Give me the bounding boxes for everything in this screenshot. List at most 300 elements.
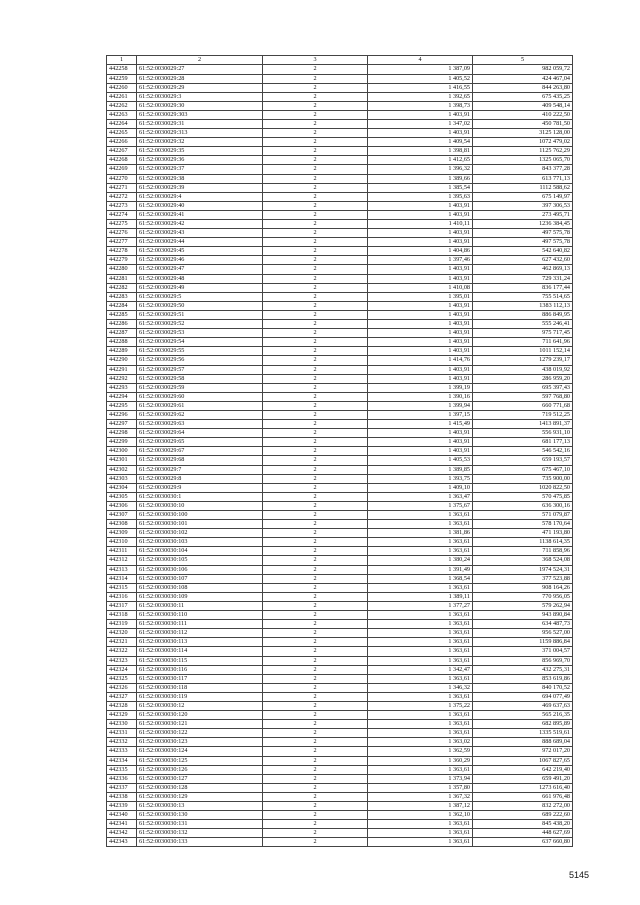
area-value-cell: 1 375,22 bbox=[368, 701, 473, 710]
table-row bbox=[107, 547, 573, 556]
cadastral-value-cell: 469 637,63 bbox=[473, 701, 573, 710]
table-row bbox=[107, 183, 573, 192]
row-number-cell: 442341 bbox=[107, 820, 137, 829]
row-number-cell: 442278 bbox=[107, 247, 137, 256]
table-row bbox=[107, 756, 573, 765]
cadastral-number-cell: 61:52:0030030:130 bbox=[137, 811, 263, 820]
category-code-cell: 2 bbox=[263, 238, 368, 247]
cadastral-value-cell: 1072 479,02 bbox=[473, 138, 573, 147]
area-value-cell: 1 357,80 bbox=[368, 783, 473, 792]
area-value-cell: 1 403,91 bbox=[368, 338, 473, 347]
area-value-cell: 1 363,61 bbox=[368, 674, 473, 683]
row-number-cell: 442286 bbox=[107, 320, 137, 329]
cadastral-number-cell: 61:52:0030030:121 bbox=[137, 720, 263, 729]
area-value-cell: 1 403,91 bbox=[368, 320, 473, 329]
category-code-cell: 2 bbox=[263, 729, 368, 738]
table-row bbox=[107, 156, 573, 165]
cadastral-value-cell: 660 771,68 bbox=[473, 401, 573, 410]
category-code-cell: 2 bbox=[263, 429, 368, 438]
cadastral-number-cell: 61:52:0030029:27 bbox=[137, 65, 263, 74]
area-value-cell: 1 363,61 bbox=[368, 720, 473, 729]
cadastral-value-cell: 448 627,69 bbox=[473, 829, 573, 838]
cadastral-value-cell: 843 377,28 bbox=[473, 165, 573, 174]
table-row bbox=[107, 129, 573, 138]
row-number-cell: 442337 bbox=[107, 783, 137, 792]
category-code-cell: 2 bbox=[263, 456, 368, 465]
category-code-cell: 2 bbox=[263, 119, 368, 128]
row-number-cell: 442319 bbox=[107, 620, 137, 629]
cadastral-number-cell: 61:52:0030029:39 bbox=[137, 183, 263, 192]
table-row bbox=[107, 829, 573, 838]
row-number-cell: 442276 bbox=[107, 229, 137, 238]
category-code-cell: 2 bbox=[263, 420, 368, 429]
area-value-cell: 1 397,15 bbox=[368, 410, 473, 419]
table-row bbox=[107, 474, 573, 483]
cadastral-number-cell: 61:52:0030030:103 bbox=[137, 538, 263, 547]
area-value-cell: 1 380,24 bbox=[368, 556, 473, 565]
row-number-cell: 442273 bbox=[107, 201, 137, 210]
cadastral-number-cell: 61:52:0030029:63 bbox=[137, 420, 263, 429]
area-value-cell: 1 410,11 bbox=[368, 220, 473, 229]
category-code-cell: 2 bbox=[263, 101, 368, 110]
table-row bbox=[107, 720, 573, 729]
category-code-cell: 2 bbox=[263, 220, 368, 229]
area-value-cell: 1 363,61 bbox=[368, 647, 473, 656]
cadastral-value-cell: 1159 886,84 bbox=[473, 638, 573, 647]
category-code-cell: 2 bbox=[263, 338, 368, 347]
cadastral-number-cell: 61:52:0030029:44 bbox=[137, 238, 263, 247]
category-code-cell: 2 bbox=[263, 511, 368, 520]
row-number-cell: 442306 bbox=[107, 501, 137, 510]
row-number-cell: 442295 bbox=[107, 401, 137, 410]
cadastral-number-cell: 61:52:0030030:124 bbox=[137, 747, 263, 756]
cadastral-number-cell: 61:52:0030029:59 bbox=[137, 383, 263, 392]
area-value-cell: 1 363,47 bbox=[368, 492, 473, 501]
row-number-cell: 442327 bbox=[107, 692, 137, 701]
row-number-cell: 442317 bbox=[107, 601, 137, 610]
cadastral-value-cell: 711 858,96 bbox=[473, 547, 573, 556]
table-row bbox=[107, 538, 573, 547]
table-row bbox=[107, 174, 573, 183]
cadastral-number-cell: 61:52:0030029:8 bbox=[137, 474, 263, 483]
cadastral-value-cell: 770 956,05 bbox=[473, 592, 573, 601]
area-value-cell: 1 387,09 bbox=[368, 65, 473, 74]
area-value-cell: 1 360,29 bbox=[368, 756, 473, 765]
cadastral-number-cell: 61:52:0030029:303 bbox=[137, 110, 263, 119]
row-number-cell: 442309 bbox=[107, 529, 137, 538]
row-number-cell: 442266 bbox=[107, 138, 137, 147]
area-value-cell: 1 363,61 bbox=[368, 611, 473, 620]
category-code-cell: 2 bbox=[263, 301, 368, 310]
row-number-cell: 442338 bbox=[107, 792, 137, 801]
category-code-cell: 2 bbox=[263, 374, 368, 383]
area-value-cell: 1 362,59 bbox=[368, 747, 473, 756]
cadastral-value-cell: 636 300,16 bbox=[473, 501, 573, 510]
area-value-cell: 1 399,94 bbox=[368, 401, 473, 410]
table-row bbox=[107, 265, 573, 274]
table-row bbox=[107, 138, 573, 147]
category-code-cell: 2 bbox=[263, 565, 368, 574]
row-number-cell: 442308 bbox=[107, 520, 137, 529]
area-value-cell: 1 405,53 bbox=[368, 456, 473, 465]
row-number-cell: 442275 bbox=[107, 220, 137, 229]
area-value-cell: 1 363,61 bbox=[368, 829, 473, 838]
table-body bbox=[107, 65, 573, 847]
area-value-cell: 1 363,61 bbox=[368, 765, 473, 774]
cadastral-number-cell: 61:52:0030030:113 bbox=[137, 638, 263, 647]
cadastral-value-cell: 888 689,04 bbox=[473, 738, 573, 747]
cadastral-number-cell: 61:52:0030029:48 bbox=[137, 274, 263, 283]
category-code-cell: 2 bbox=[263, 83, 368, 92]
table-row bbox=[107, 738, 573, 747]
cadastral-value-cell: 694 077,49 bbox=[473, 692, 573, 701]
row-number-cell: 442329 bbox=[107, 711, 137, 720]
table-row bbox=[107, 583, 573, 592]
table-row bbox=[107, 301, 573, 310]
table-row bbox=[107, 119, 573, 128]
cadastral-value-cell: 975 717,45 bbox=[473, 329, 573, 338]
area-value-cell: 1 403,91 bbox=[368, 329, 473, 338]
category-code-cell: 2 bbox=[263, 656, 368, 665]
table-row bbox=[107, 392, 573, 401]
area-value-cell: 1 363,61 bbox=[368, 520, 473, 529]
category-code-cell: 2 bbox=[263, 556, 368, 565]
category-code-cell: 2 bbox=[263, 820, 368, 829]
table-row bbox=[107, 820, 573, 829]
cadastral-value-cell: 556 931,10 bbox=[473, 429, 573, 438]
table-row bbox=[107, 629, 573, 638]
row-number-cell: 442302 bbox=[107, 465, 137, 474]
category-code-cell: 2 bbox=[263, 392, 368, 401]
category-code-cell: 2 bbox=[263, 365, 368, 374]
table-row bbox=[107, 511, 573, 520]
category-code-cell: 2 bbox=[263, 720, 368, 729]
table-row bbox=[107, 692, 573, 701]
table-row bbox=[107, 247, 573, 256]
cadastral-number-cell: 61:52:0030030:123 bbox=[137, 738, 263, 747]
cadastral-value-cell: 397 306,53 bbox=[473, 201, 573, 210]
cadastral-value-cell: 286 959,20 bbox=[473, 374, 573, 383]
category-code-cell: 2 bbox=[263, 92, 368, 101]
area-value-cell: 1 363,61 bbox=[368, 511, 473, 520]
area-value-cell: 1 392,65 bbox=[368, 92, 473, 101]
row-number-cell: 442340 bbox=[107, 811, 137, 820]
category-code-cell: 2 bbox=[263, 401, 368, 410]
table-row bbox=[107, 574, 573, 583]
area-value-cell: 1 390,16 bbox=[368, 392, 473, 401]
cadastral-number-cell: 61:52:0030030:13 bbox=[137, 802, 263, 811]
row-number-cell: 442293 bbox=[107, 383, 137, 392]
table-row bbox=[107, 65, 573, 74]
area-value-cell: 1 373,94 bbox=[368, 774, 473, 783]
table-row bbox=[107, 401, 573, 410]
table-row bbox=[107, 665, 573, 674]
row-number-cell: 442259 bbox=[107, 74, 137, 83]
cadastral-number-cell: 61:52:0030029:50 bbox=[137, 301, 263, 310]
cadastral-number-cell: 61:52:0030029:41 bbox=[137, 210, 263, 219]
category-code-cell: 2 bbox=[263, 383, 368, 392]
table-row bbox=[107, 310, 573, 319]
area-value-cell: 1 410,08 bbox=[368, 283, 473, 292]
row-number-cell: 442269 bbox=[107, 165, 137, 174]
row-number-cell: 442283 bbox=[107, 292, 137, 301]
row-number-cell: 442333 bbox=[107, 747, 137, 756]
cadastral-number-cell: 61:52:0030029:68 bbox=[137, 456, 263, 465]
area-value-cell: 1 403,91 bbox=[368, 201, 473, 210]
cadastral-value-cell: 1020 822,50 bbox=[473, 483, 573, 492]
area-value-cell: 1 403,91 bbox=[368, 229, 473, 238]
cadastral-value-cell: 659 193,57 bbox=[473, 456, 573, 465]
row-number-cell: 442310 bbox=[107, 538, 137, 547]
cadastral-number-cell: 61:52:0030029:28 bbox=[137, 74, 263, 83]
category-code-cell: 2 bbox=[263, 320, 368, 329]
row-number-cell: 442290 bbox=[107, 356, 137, 365]
area-value-cell: 1 393,75 bbox=[368, 474, 473, 483]
row-number-cell: 442313 bbox=[107, 565, 137, 574]
row-number-cell: 442301 bbox=[107, 456, 137, 465]
table-row bbox=[107, 683, 573, 692]
table-row bbox=[107, 765, 573, 774]
area-value-cell: 1 399,19 bbox=[368, 383, 473, 392]
cadastral-value-cell: 438 019,92 bbox=[473, 365, 573, 374]
area-value-cell: 1 391,49 bbox=[368, 565, 473, 574]
category-code-cell: 2 bbox=[263, 529, 368, 538]
category-code-cell: 2 bbox=[263, 156, 368, 165]
area-value-cell: 1 389,66 bbox=[368, 174, 473, 183]
cadastral-number-cell: 61:52:0030029:31 bbox=[137, 119, 263, 128]
cadastral-value-cell: 579 262,94 bbox=[473, 601, 573, 610]
category-code-cell: 2 bbox=[263, 147, 368, 156]
cadastral-number-cell: 61:52:0030030:126 bbox=[137, 765, 263, 774]
area-value-cell: 1 363,61 bbox=[368, 711, 473, 720]
category-code-cell: 2 bbox=[263, 574, 368, 583]
row-number-cell: 442298 bbox=[107, 429, 137, 438]
category-code-cell: 2 bbox=[263, 747, 368, 756]
row-number-cell: 442303 bbox=[107, 474, 137, 483]
area-value-cell: 1 363,61 bbox=[368, 583, 473, 592]
cadastral-value-cell: 853 619,86 bbox=[473, 674, 573, 683]
cadastral-value-cell: 735 900,00 bbox=[473, 474, 573, 483]
cadastral-number-cell: 61:52:0030029:42 bbox=[137, 220, 263, 229]
cadastral-value-cell: 410 222,50 bbox=[473, 110, 573, 119]
cadastral-value-cell: 1383 112,13 bbox=[473, 301, 573, 310]
area-value-cell: 1 363,61 bbox=[368, 729, 473, 738]
row-number-cell: 442277 bbox=[107, 238, 137, 247]
cadastral-value-cell: 840 170,52 bbox=[473, 683, 573, 692]
category-code-cell: 2 bbox=[263, 638, 368, 647]
row-number-cell: 442339 bbox=[107, 802, 137, 811]
table-row bbox=[107, 747, 573, 756]
row-number-cell: 442262 bbox=[107, 101, 137, 110]
column-header-4: 4 bbox=[368, 56, 473, 65]
area-value-cell: 1 398,73 bbox=[368, 101, 473, 110]
cadastral-number-cell: 61:52:0030030:10 bbox=[137, 501, 263, 510]
table-row bbox=[107, 483, 573, 492]
category-code-cell: 2 bbox=[263, 756, 368, 765]
cadastral-number-cell: 61:52:0030030:120 bbox=[137, 711, 263, 720]
cadastral-number-cell: 61:52:0030029:35 bbox=[137, 147, 263, 156]
category-code-cell: 2 bbox=[263, 674, 368, 683]
cadastral-number-cell: 61:52:0030030:11 bbox=[137, 601, 263, 610]
row-number-cell: 442314 bbox=[107, 574, 137, 583]
category-code-cell: 2 bbox=[263, 283, 368, 292]
cadastral-value-cell: 432 275,31 bbox=[473, 665, 573, 674]
cadastral-value-cell: 462 869,13 bbox=[473, 265, 573, 274]
table-row bbox=[107, 811, 573, 820]
row-number-cell: 442260 bbox=[107, 83, 137, 92]
row-number-cell: 442331 bbox=[107, 729, 137, 738]
category-code-cell: 2 bbox=[263, 65, 368, 74]
area-value-cell: 1 381,86 bbox=[368, 529, 473, 538]
cadastral-value-cell: 1325 065,70 bbox=[473, 156, 573, 165]
area-value-cell: 1 403,91 bbox=[368, 310, 473, 319]
page-number: 5145 bbox=[569, 870, 590, 880]
cadastral-number-cell: 61:52:0030029:40 bbox=[137, 201, 263, 210]
category-code-cell: 2 bbox=[263, 601, 368, 610]
table-row bbox=[107, 620, 573, 629]
cadastral-value-cell: 956 527,00 bbox=[473, 629, 573, 638]
cadastral-number-cell: 61:52:0030029:32 bbox=[137, 138, 263, 147]
cadastral-number-cell: 61:52:0030029:47 bbox=[137, 265, 263, 274]
cadastral-value-cell: 675 467,10 bbox=[473, 465, 573, 474]
table-row bbox=[107, 83, 573, 92]
category-code-cell: 2 bbox=[263, 74, 368, 83]
cadastral-value-cell: 719 512,25 bbox=[473, 410, 573, 419]
cadastral-number-cell: 61:52:0030030:101 bbox=[137, 520, 263, 529]
row-number-cell: 442294 bbox=[107, 392, 137, 401]
row-number-cell: 442281 bbox=[107, 274, 137, 283]
cadastral-number-cell: 61:52:0030029:38 bbox=[137, 174, 263, 183]
category-code-cell: 2 bbox=[263, 520, 368, 529]
row-number-cell: 442312 bbox=[107, 556, 137, 565]
area-value-cell: 1 363,61 bbox=[368, 820, 473, 829]
table-row bbox=[107, 565, 573, 574]
cadastral-number-cell: 61:52:0030029:29 bbox=[137, 83, 263, 92]
category-code-cell: 2 bbox=[263, 802, 368, 811]
cadastral-value-cell: 1067 827,65 bbox=[473, 756, 573, 765]
cadastral-number-cell: 61:52:0030030:119 bbox=[137, 692, 263, 701]
area-value-cell: 1 389,85 bbox=[368, 465, 473, 474]
area-value-cell: 1 409,54 bbox=[368, 138, 473, 147]
row-number-cell: 442268 bbox=[107, 156, 137, 165]
cadastral-number-cell: 61:52:0030029:7 bbox=[137, 465, 263, 474]
category-code-cell: 2 bbox=[263, 129, 368, 138]
table-row bbox=[107, 711, 573, 720]
row-number-cell: 442264 bbox=[107, 119, 137, 128]
row-number-cell: 442300 bbox=[107, 447, 137, 456]
table-row bbox=[107, 320, 573, 329]
cadastral-number-cell: 61:52:0030029:56 bbox=[137, 356, 263, 365]
cadastral-number-cell: 61:52:0030030:115 bbox=[137, 656, 263, 665]
area-value-cell: 1 403,91 bbox=[368, 301, 473, 310]
cadastral-number-cell: 61:52:0030030:104 bbox=[137, 547, 263, 556]
category-code-cell: 2 bbox=[263, 811, 368, 820]
category-code-cell: 2 bbox=[263, 410, 368, 419]
row-number-cell: 442270 bbox=[107, 174, 137, 183]
row-number-cell: 442263 bbox=[107, 110, 137, 119]
table-row bbox=[107, 611, 573, 620]
table-row bbox=[107, 356, 573, 365]
cadastral-number-cell: 61:52:0030030:128 bbox=[137, 783, 263, 792]
cadastral-value-cell: 613 771,13 bbox=[473, 174, 573, 183]
category-code-cell: 2 bbox=[263, 792, 368, 801]
cadastral-value-cell: 409 548,14 bbox=[473, 101, 573, 110]
area-value-cell: 1 387,12 bbox=[368, 802, 473, 811]
cadastral-number-cell: 61:52:0030029:45 bbox=[137, 247, 263, 256]
cadastral-number-cell: 61:52:0030029:36 bbox=[137, 156, 263, 165]
table-row bbox=[107, 783, 573, 792]
cadastral-value-cell: 597 768,80 bbox=[473, 392, 573, 401]
table-header bbox=[107, 56, 573, 65]
table-row bbox=[107, 383, 573, 392]
cadastral-value-cell: 371 004,57 bbox=[473, 647, 573, 656]
table-row bbox=[107, 456, 573, 465]
category-code-cell: 2 bbox=[263, 474, 368, 483]
row-number-cell: 442321 bbox=[107, 638, 137, 647]
header-row bbox=[107, 56, 573, 65]
area-value-cell: 1 416,55 bbox=[368, 83, 473, 92]
category-code-cell: 2 bbox=[263, 210, 368, 219]
cadastral-number-cell: 61:52:0030029:61 bbox=[137, 401, 263, 410]
cadastral-value-cell: 273 495,71 bbox=[473, 210, 573, 219]
cadastral-value-cell: 450 781,50 bbox=[473, 119, 573, 128]
category-code-cell: 2 bbox=[263, 274, 368, 283]
table-row bbox=[107, 529, 573, 538]
category-code-cell: 2 bbox=[263, 165, 368, 174]
table-row bbox=[107, 520, 573, 529]
cadastral-value-cell: 856 969,70 bbox=[473, 656, 573, 665]
area-value-cell: 1 367,32 bbox=[368, 792, 473, 801]
cadastral-number-cell: 61:52:0030029:67 bbox=[137, 447, 263, 456]
cadastral-number-cell: 61:52:0030030:132 bbox=[137, 829, 263, 838]
cadastral-number-cell: 61:52:0030030:114 bbox=[137, 647, 263, 656]
table-row bbox=[107, 365, 573, 374]
cadastral-value-cell: 1236 384,45 bbox=[473, 220, 573, 229]
cadastral-value-cell: 497 575,78 bbox=[473, 238, 573, 247]
cadastral-value-cell: 497 575,78 bbox=[473, 229, 573, 238]
table-row bbox=[107, 465, 573, 474]
cadastral-value-cell: 681 177,13 bbox=[473, 438, 573, 447]
category-code-cell: 2 bbox=[263, 192, 368, 201]
cadastral-value-cell: 844 263,80 bbox=[473, 83, 573, 92]
table-row bbox=[107, 410, 573, 419]
category-code-cell: 2 bbox=[263, 711, 368, 720]
area-value-cell: 1 395,63 bbox=[368, 192, 473, 201]
row-number-cell: 442291 bbox=[107, 365, 137, 374]
area-value-cell: 1 404,86 bbox=[368, 247, 473, 256]
cadastral-value-cell: 661 976,48 bbox=[473, 792, 573, 801]
cadastral-value-cell: 642 219,40 bbox=[473, 765, 573, 774]
category-code-cell: 2 bbox=[263, 174, 368, 183]
cadastral-number-cell: 61:52:0030030:105 bbox=[137, 556, 263, 565]
category-code-cell: 2 bbox=[263, 592, 368, 601]
area-value-cell: 1 415,49 bbox=[368, 420, 473, 429]
row-number-cell: 442279 bbox=[107, 256, 137, 265]
cadastral-number-cell: 61:52:0030029:58 bbox=[137, 374, 263, 383]
area-value-cell: 1 377,27 bbox=[368, 601, 473, 610]
cadastral-value-cell: 711 641,96 bbox=[473, 338, 573, 347]
row-number-cell: 442307 bbox=[107, 511, 137, 520]
cadastral-number-cell: 61:52:0030030:122 bbox=[137, 729, 263, 738]
category-code-cell: 2 bbox=[263, 329, 368, 338]
row-number-cell: 442332 bbox=[107, 738, 137, 747]
category-code-cell: 2 bbox=[263, 492, 368, 501]
category-code-cell: 2 bbox=[263, 265, 368, 274]
cadastral-number-cell: 61:52:0030029:49 bbox=[137, 283, 263, 292]
cadastral-value-cell: 424 467,04 bbox=[473, 74, 573, 83]
area-value-cell: 1 403,91 bbox=[368, 429, 473, 438]
cadastral-number-cell: 61:52:0030029:9 bbox=[137, 483, 263, 492]
